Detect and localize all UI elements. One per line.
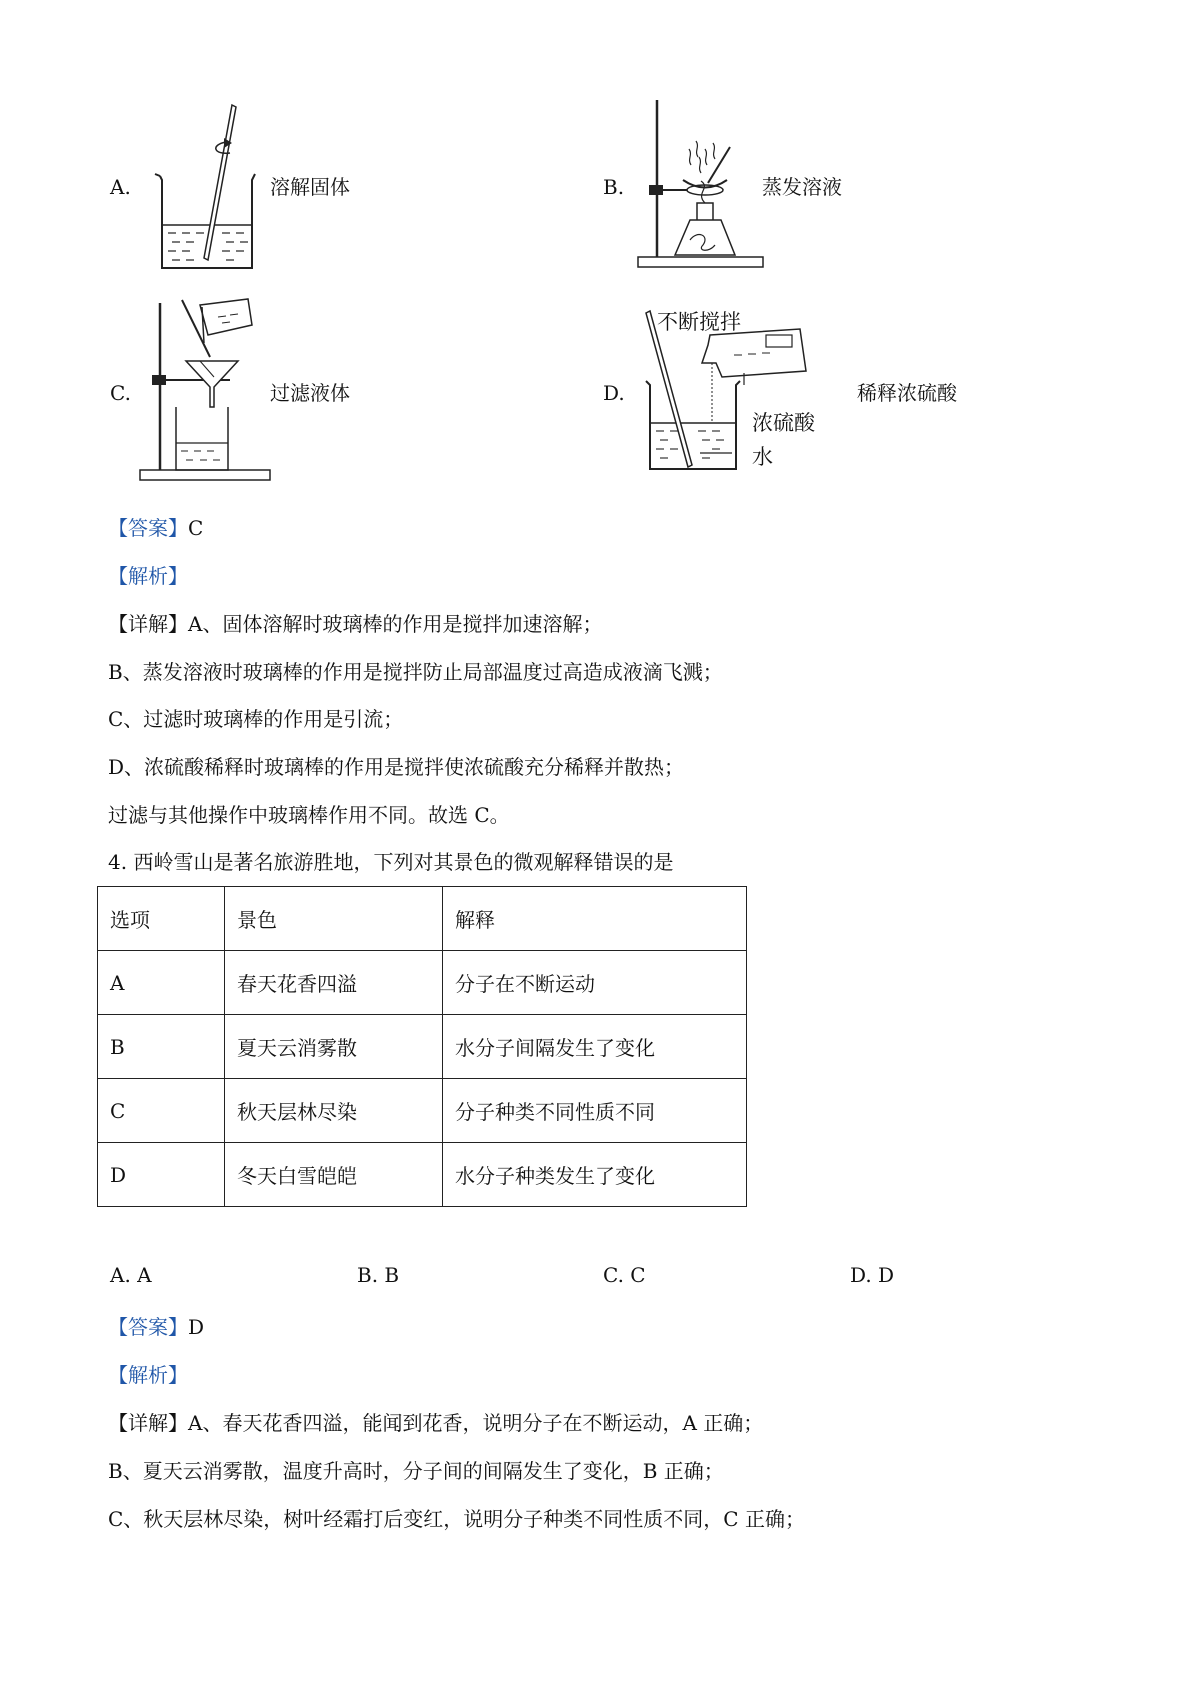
q4-question: 4. 西岭雪山是著名旅游胜地，下列对其景色的微观解释错误的是 xyxy=(108,850,674,874)
q4-detail-line: C、秋天层林尽染，树叶经霜打后变红，说明分子种类不同性质不同，C 正确； xyxy=(108,1507,805,1531)
option-d-letter: D. xyxy=(603,381,625,405)
table-row xyxy=(98,1079,747,1143)
analysis-tag: 【解析】 xyxy=(108,564,188,588)
table-cell: 分子种类不同性质不同 xyxy=(443,1079,747,1143)
option-a-caption: 溶解固体 xyxy=(270,175,350,199)
table-row xyxy=(98,951,747,1015)
answer-value: D xyxy=(188,1315,205,1339)
q4-option-c: C. C xyxy=(603,1263,646,1287)
answer-tag: 【答案】 xyxy=(108,1315,188,1339)
q3-detail-line: D、浓硫酸稀释时玻璃棒的作用是搅拌使浓硫酸充分稀释并散热； xyxy=(108,755,685,779)
table-header: 景色 xyxy=(225,887,443,951)
detail-tag: 【详解】 xyxy=(108,612,188,636)
q4-detail-line: 【详解】A、春天花香四溢，能闻到花香，说明分子在不断运动，A 正确； xyxy=(108,1411,764,1435)
table-cell: 水分子种类发生了变化 xyxy=(443,1143,747,1207)
stir-label: 不断搅拌 xyxy=(657,310,741,334)
q4-answer xyxy=(108,1315,204,1339)
option-a-letter: A. xyxy=(110,175,131,199)
table-row xyxy=(98,1015,747,1079)
table-cell: A xyxy=(98,951,225,1015)
option-c-caption: 过滤液体 xyxy=(270,381,350,405)
table-cell: B xyxy=(98,1015,225,1079)
table-cell: D xyxy=(98,1143,225,1207)
q3-answer xyxy=(108,516,203,540)
q4-option-a: A. A xyxy=(110,1263,152,1287)
dissolve-solid-diagram xyxy=(150,100,270,270)
table-header: 选项 xyxy=(98,887,225,951)
q3-detail-line: 【详解】A、固体溶解时玻璃棒的作用是搅拌加速溶解； xyxy=(108,612,603,636)
table-cell: 分子在不断运动 xyxy=(443,951,747,1015)
option-b-letter: B. xyxy=(603,175,625,199)
acid-label: 浓硫酸 xyxy=(752,411,815,435)
table-cell: 水分子间隔发生了变化 xyxy=(443,1015,747,1079)
table-cell: 冬天白雪皑皑 xyxy=(225,1143,443,1207)
q3-conclusion: 过滤与其他操作中玻璃棒作用不同。故选 C。 xyxy=(108,803,510,827)
table-cell: 夏天云消雾散 xyxy=(225,1015,443,1079)
table-cell: 春天花香四溢 xyxy=(225,951,443,1015)
detail-tag: 【详解】 xyxy=(108,1411,188,1435)
q4-table xyxy=(97,886,747,1207)
q3-detail-line: B、蒸发溶液时玻璃棒的作用是搅拌防止局部温度过高造成液滴飞溅； xyxy=(108,660,723,684)
answer-value: C xyxy=(188,516,204,540)
q4-option-b: B. B xyxy=(357,1263,400,1287)
table-cell: C xyxy=(98,1079,225,1143)
option-c-letter: C. xyxy=(110,381,131,405)
table-row xyxy=(98,1143,747,1207)
evaporate-solution-diagram xyxy=(635,95,775,275)
q3-detail-line: C、过滤时玻璃棒的作用是引流； xyxy=(108,707,404,731)
analysis-tag: 【解析】 xyxy=(108,1363,188,1387)
table-header: 解释 xyxy=(443,887,747,951)
q4-option-d: D. D xyxy=(850,1263,895,1287)
option-b-caption: 蒸发溶液 xyxy=(762,175,842,199)
table-header-row xyxy=(98,887,747,951)
q4-detail-line: B、夏天云消雾散，温度升高时，分子间的间隔发生了变化，B 正确； xyxy=(108,1459,724,1483)
table-cell: 秋天层林尽染 xyxy=(225,1079,443,1143)
water-label: 水 xyxy=(752,445,773,469)
option-d-caption: 稀释浓硫酸 xyxy=(857,381,957,405)
filter-liquid-diagram xyxy=(138,295,278,485)
answer-tag: 【答案】 xyxy=(108,516,188,540)
